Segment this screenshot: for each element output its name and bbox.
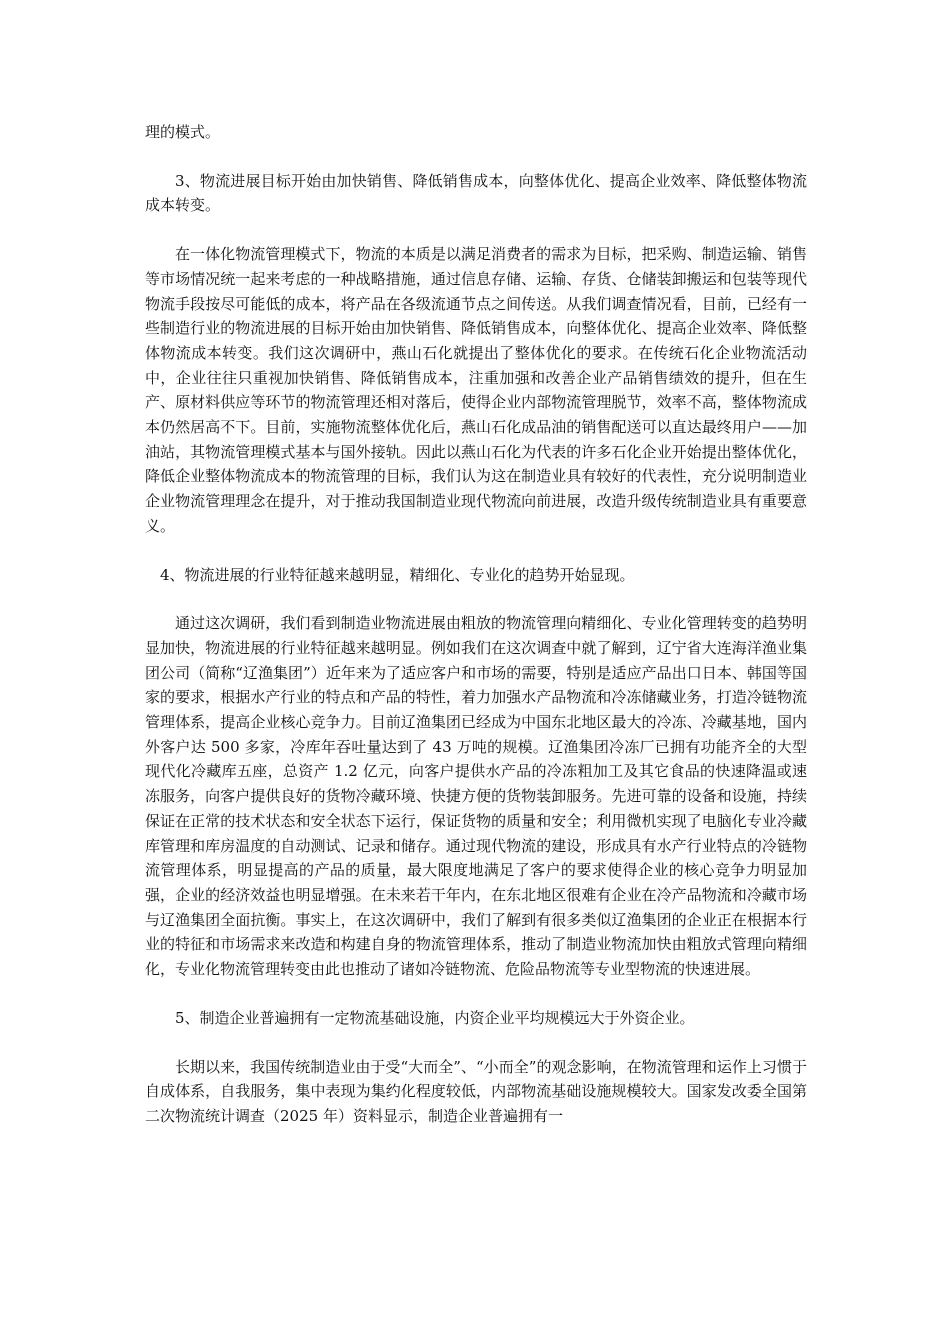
- paragraph-body: 通过这次调研，我们看到制造业物流进展由粗放的物流管理向精细化、专业化管理转变的趋势明显加快，物流进展的行业特征越来越明显。例如我们在这次调查中就了解到，辽宁省大连海洋渔业集团公司（简称“辽渔集团”）近年来为了适应客户和市场的需要，特别是适应产品出口日本、韩国等国家的要求，根据水产行业的特点和产品的特性，着力加强水产品物流和冷冻储藏业务，打造冷链物流管理体系，提高企业核心竞争力。目前辽渔集团已经成为中国东北地区最大的冷冻、冷藏基地，国内外客户达 500 多家，冷库年吞吐量达到了 43 万吨的规模。辽渔集团冷冻厂已拥有功能齐全的大型现代化冷藏库五座，总资产 1.2 亿元，向客户提供水产品的冷冻粗加工及其它食品的快速降温或速冻服务，向客户提供良好的货物冷藏环境、快捷方便的货物装卸服务。先进可靠的设备和设施，持续保证在正常的技术状态和安全状态下运行，保证货物的质量和安全；利用微机实现了电脑化专业冷藏库管理和库房温度的自动测试、记录和储存。通过现代物流的建设，形成具有水产行业特点的冷链物流管理体系，明显提高的产品的质量，最大限度地满足了客户的要求使得企业的核心竞争力明显加强，企业的经济效益也明显增强。在未来若干年内，在东北地区很难有企业在冷产品物流和冷藏市场与辽渔集团全面抗衡。事实上，在这次调研中，我们了解到有很多类似辽渔集团的企业正在根据本行业的特征和市场需求来改造和构建自身的物流管理体系，推动了制造业物流加快由粗放式管理向精细化，专业化物流管理转变由此也推动了诸如冷链物流、危险品物流等专业型物流的快速进展。: [145, 614, 807, 979]
- paragraph-continuation: 理的模式。: [145, 123, 221, 141]
- section-heading-4: 4、物流进展的行业特征越来越明显，精细化、专业化的趋势开始显现。: [160, 565, 635, 584]
- paragraph-body: 在一体化物流管理模式下，物流的本质是以满足消费者的需求为目标，把采购、制造运输、销售等市场情况统一起来考虑的一种战略措施，通过信息存储、运输、存货、仓储装卸搬运和包装等现代物流手段按尽可能低的成本，将产品在各级流通节点之间传送。从我们调查情况看，目前，已经有一些制造行业的物流进展的目标开始由加快销售、降低销售成本，向整体优化、提高企业效率、降低整体物流成本转变。我们这次调研中，燕山石化就提出了整体优化的要求。在传统石化企业物流活动中，企业往往只重视加快销售、降低销售成本，注重加强和改善企业产品销售绩效的提升，但在生产、原材料供应等环节的物流管理还相对落后，使得企业内部物流管理脱节，效率不高，整体物流成本仍然居高不下。目前，实施物流整体优化后，燕山石化成品油的销售配送可以直达最终用户——加油站，其物流管理模式基本与国外接轨。因此以燕山石化为代表的许多石化企业开始提出整体优化，降低企业整体物流成本的物流管理的目标，我们认为这在制造业具有较好的代表性，充分说明制造业企业物流管理理念在提升，对于推动我国制造业现代物流向前进展，改造升级传统制造业具有重要意义。: [145, 245, 807, 535]
- section-heading-3: 3、物流进展目标开始由加快销售、降低销售成本，向整体优化、提高企业效率、降低整体物流成本转变。: [145, 171, 807, 215]
- paragraph-body: 长期以来，我国传统制造业由于受“大而全”、“小而全”的观念影响，在物流管理和运作上习惯于自成体系，自我服务，集中表现为集约化程度较低，内部物流基础设施规模较大。国家发改委全国第二次物流统计调查（2025 年）资料显示，制造企业普遍拥有一: [145, 1057, 807, 1125]
- document-body: [145, 120, 807, 1129]
- section-heading-5: 5、制造企业普遍拥有一定物流基础设施，内资企业平均规模远大于外资企业。: [175, 1008, 695, 1027]
